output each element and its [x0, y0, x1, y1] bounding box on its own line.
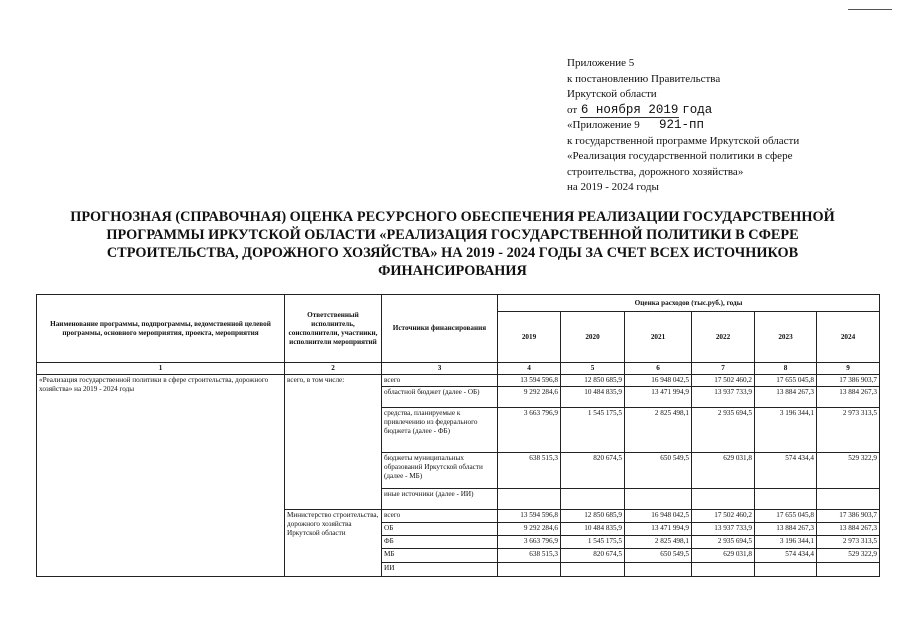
- value-cell: 13 471 994,9: [625, 387, 692, 408]
- header-estimate: Оценка расходов (тыс.руб.), годы: [498, 295, 880, 312]
- value-cell: 820 674,5: [561, 453, 625, 489]
- value-cell: [755, 563, 817, 577]
- column-number: 9: [817, 363, 880, 375]
- value-cell: 13 884 267,3: [755, 523, 817, 536]
- value-cell: 2 973 313,5: [817, 536, 880, 549]
- value-cell: 638 515,3: [498, 549, 561, 563]
- value-cell: 16 948 042,5: [625, 510, 692, 523]
- source-cell: всего: [382, 510, 498, 523]
- source-cell: ОБ: [382, 523, 498, 536]
- value-cell: 1 545 175,5: [561, 536, 625, 549]
- source-cell: средства, планируемые к привлечению из федерального бюджета (далее - ФБ): [382, 408, 498, 453]
- value-cell: 638 515,3: [498, 453, 561, 489]
- executor-cell: всего, в том числе:: [285, 375, 382, 510]
- source-cell: МБ: [382, 549, 498, 563]
- appendix-line2: к постановлению Правительства: [567, 72, 721, 85]
- value-cell: 12 850 685,9: [561, 510, 625, 523]
- value-cell: 16 948 042,5: [625, 375, 692, 387]
- header-executor: Ответственный исполнитель, соисполнители, участники, исполнители мероприятий: [285, 295, 382, 363]
- value-cell: 9 292 284,6: [498, 523, 561, 536]
- appendix-date-line: [567, 103, 799, 119]
- value-cell: 13 884 267,3: [817, 523, 880, 536]
- value-cell: 10 484 835,9: [561, 387, 625, 408]
- column-number: 8: [755, 363, 817, 375]
- value-cell: [561, 563, 625, 577]
- value-cell: 2 825 498,1: [625, 536, 692, 549]
- value-cell: [498, 489, 561, 510]
- value-cell: 17 386 903,7: [817, 510, 880, 523]
- value-cell: [625, 563, 692, 577]
- header-row-1: [37, 295, 880, 312]
- table-row: [37, 375, 880, 387]
- value-cell: 820 674,5: [561, 549, 625, 563]
- value-cell: 13 937 733,9: [692, 523, 755, 536]
- column-number: 6: [625, 363, 692, 375]
- resource-table: [36, 294, 880, 577]
- value-cell: 3 663 796,9: [498, 536, 561, 549]
- value-cell: 650 549,5: [625, 453, 692, 489]
- value-cell: 2 825 498,1: [625, 408, 692, 453]
- source-cell: ФБ: [382, 536, 498, 549]
- value-cell: 13 594 596,8: [498, 510, 561, 523]
- value-cell: [817, 489, 880, 510]
- value-cell: 9 292 284,6: [498, 387, 561, 408]
- value-cell: 12 850 685,9: [561, 375, 625, 387]
- top-rule: [848, 9, 892, 10]
- appendix-line5-prefix: «Приложение 9: [567, 119, 640, 131]
- value-cell: 2 935 694,5: [692, 408, 755, 453]
- header-name: Наименование программы, подпрограммы, ведомственной целевой программы, основного мероприятия, проекта, мероприятия: [37, 295, 285, 363]
- column-number: 1: [37, 363, 285, 375]
- value-cell: 17 655 045,8: [755, 375, 817, 387]
- appendix-number-line: [567, 118, 799, 134]
- document-title: [30, 208, 875, 280]
- title-line2: ПРОГРАММЫ ИРКУТСКОЙ ОБЛАСТИ «РЕАЛИЗАЦИЯ ГОСУДАРСТВЕННОЙ ПОЛИТИКИ В СФЕРЕ: [106, 227, 799, 243]
- appendix-date-value: 6 ноября 2019: [580, 102, 679, 117]
- title-line4: ФИНАНСИРОВАНИЯ: [378, 263, 527, 279]
- value-cell: 574 434,4: [755, 453, 817, 489]
- header-year: 2020: [561, 312, 625, 363]
- value-cell: 3 196 344,1: [755, 536, 817, 549]
- value-cell: 17 655 045,8: [755, 510, 817, 523]
- value-cell: 13 471 994,9: [625, 523, 692, 536]
- appendix-line9: на 2019 - 2024 годы: [567, 181, 659, 193]
- value-cell: [561, 489, 625, 510]
- header-year: 2023: [755, 312, 817, 363]
- value-cell: [817, 563, 880, 577]
- value-cell: [625, 489, 692, 510]
- header-year: 2022: [692, 312, 755, 363]
- appendix-line6: к государственной программе Иркутской области: [567, 134, 800, 147]
- header-source: Источники финансирования: [382, 295, 498, 363]
- value-cell: 574 434,4: [755, 549, 817, 563]
- value-cell: 529 322,9: [817, 453, 880, 489]
- column-number: 4: [498, 363, 561, 375]
- source-cell: областной бюджет (далее - ОБ): [382, 387, 498, 408]
- value-cell: [498, 563, 561, 577]
- source-cell: всего: [382, 375, 498, 387]
- value-cell: 17 502 460,2: [692, 510, 755, 523]
- value-cell: 629 031,8: [692, 549, 755, 563]
- value-cell: 17 502 460,2: [692, 375, 755, 387]
- value-cell: 3 663 796,9: [498, 408, 561, 453]
- appendix-line1: Приложение 5: [567, 57, 635, 69]
- source-cell: иные источники (далее - ИИ): [382, 489, 498, 510]
- value-cell: 2 973 313,5: [817, 408, 880, 453]
- source-cell: бюджеты муниципальных образований Иркутской области (далее - МБ): [382, 453, 498, 489]
- value-cell: [755, 489, 817, 510]
- value-cell: 529 322,9: [817, 549, 880, 563]
- column-number: 2: [285, 363, 382, 375]
- value-cell: 650 549,5: [625, 549, 692, 563]
- title-line3: СТРОИТЕЛЬСТВА, ДОРОЖНОГО ХОЗЯЙСТВА» НА 2019 - 2024 ГОДЫ ЗА СЧЕТ ВСЕХ ИСТОЧНИКОВ: [106, 245, 799, 261]
- value-cell: 13 937 733,9: [692, 387, 755, 408]
- value-cell: 10 484 835,9: [561, 523, 625, 536]
- header-year: 2021: [625, 312, 692, 363]
- value-cell: 17 386 903,7: [817, 375, 880, 387]
- appendix-god-label: года: [682, 102, 713, 117]
- column-number: 7: [692, 363, 755, 375]
- program-name-cell: «Реализация государственной политики в сфере строительства, дорожного хозяйства» на 2019 - 2024 годы: [37, 375, 285, 577]
- appendix-line7: «Реализация государственной политики в сфере: [567, 150, 793, 162]
- appendix-number-value: 921-пп: [659, 118, 705, 132]
- column-number: 3: [382, 363, 498, 375]
- value-cell: 13 884 267,3: [755, 387, 817, 408]
- value-cell: [692, 563, 755, 577]
- appendix-block: [567, 56, 799, 196]
- value-cell: 2 935 694,5: [692, 536, 755, 549]
- appendix-line8: строительства, дорожного хозяйства»: [567, 165, 744, 178]
- value-cell: 629 031,8: [692, 453, 755, 489]
- appendix-ot-label: от: [567, 103, 578, 116]
- value-cell: 13 594 596,8: [498, 375, 561, 387]
- value-cell: 13 884 267,3: [817, 387, 880, 408]
- executor-cell: Министерство строительства, дорожного хозяйства Иркутской области: [285, 510, 382, 577]
- column-number: 5: [561, 363, 625, 375]
- header-year: 2019: [498, 312, 561, 363]
- header-year: 2024: [817, 312, 880, 363]
- source-cell: ИИ: [382, 563, 498, 577]
- value-cell: 1 545 175,5: [561, 408, 625, 453]
- value-cell: [692, 489, 755, 510]
- title-line1: ПРОГНОЗНАЯ (СПРАВОЧНАЯ) ОЦЕНКА РЕСУРСНОГО ОБЕСПЕЧЕНИЯ РЕАЛИЗАЦИИ ГОСУДАРСТВЕННОЙ: [70, 209, 835, 225]
- appendix-line3: Иркутской области: [567, 88, 657, 100]
- column-number-row: [37, 363, 880, 375]
- value-cell: 3 196 344,1: [755, 408, 817, 453]
